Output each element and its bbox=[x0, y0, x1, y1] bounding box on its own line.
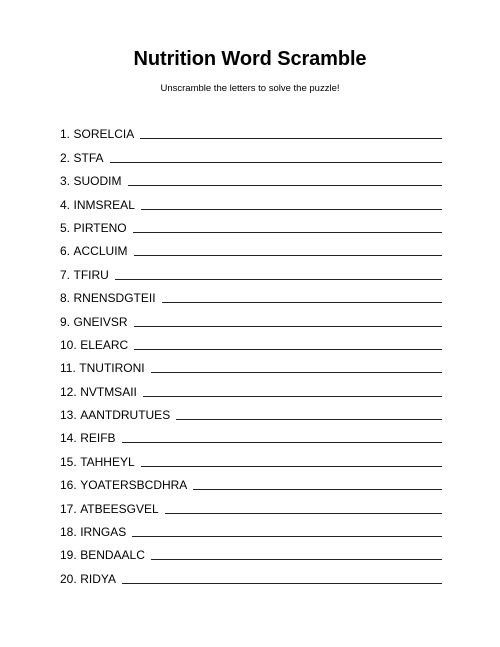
scrambled-word: REIFB bbox=[80, 431, 116, 446]
answer-line bbox=[141, 466, 442, 467]
scrambled-word: PIRTENO bbox=[73, 220, 127, 235]
scrambled-word: TFIRU bbox=[73, 267, 109, 282]
item-number: 4. bbox=[60, 197, 71, 212]
instructions-text: Unscramble the letters to solve the puzzle! bbox=[160, 83, 340, 94]
answer-line bbox=[132, 536, 442, 537]
scramble-item bbox=[60, 539, 442, 562]
item-number: 7. bbox=[60, 267, 71, 282]
item-number: 8. bbox=[60, 291, 71, 306]
scramble-item bbox=[60, 516, 442, 539]
scramble-item bbox=[60, 469, 442, 492]
scrambled-word: YOATERSBCDHRA bbox=[80, 478, 188, 493]
answer-line bbox=[122, 583, 442, 584]
item-number: 2. bbox=[60, 150, 71, 165]
page-title: Nutrition Word Scramble bbox=[133, 48, 367, 70]
scramble-item bbox=[60, 562, 442, 585]
scramble-item bbox=[60, 212, 442, 235]
item-number: 14. bbox=[60, 431, 77, 446]
answer-line bbox=[134, 349, 442, 350]
scrambled-word: AANTDRUTUES bbox=[80, 408, 171, 423]
answer-line bbox=[115, 279, 442, 280]
scrambled-word: BENDAALC bbox=[80, 548, 145, 563]
item-number: 11. bbox=[60, 361, 76, 376]
answer-line bbox=[134, 255, 442, 256]
scrambled-word: ATBEESGVEL bbox=[80, 501, 159, 516]
answer-line bbox=[134, 326, 442, 327]
scramble-item bbox=[60, 235, 442, 258]
answer-line bbox=[151, 559, 442, 560]
item-number: 5. bbox=[60, 220, 71, 235]
answer-line bbox=[133, 232, 442, 233]
scramble-item bbox=[60, 329, 442, 352]
answer-line bbox=[165, 513, 442, 514]
answer-line bbox=[122, 442, 442, 443]
item-number: 10. bbox=[60, 337, 77, 352]
scrambled-word: SUODIM bbox=[73, 174, 122, 189]
item-number: 18. bbox=[60, 525, 77, 540]
scramble-item bbox=[60, 305, 442, 328]
scramble-item bbox=[60, 282, 442, 305]
scrambled-word: RIDYA bbox=[80, 571, 116, 586]
item-number: 3. bbox=[60, 174, 71, 189]
item-number: 19. bbox=[60, 548, 77, 563]
scramble-item bbox=[60, 445, 442, 468]
item-number: 13. bbox=[60, 408, 77, 423]
item-number: 6. bbox=[60, 244, 71, 259]
scrambled-word: ACCLUIM bbox=[73, 244, 128, 259]
scrambled-word: SORELCIA bbox=[73, 127, 135, 142]
scrambled-word: STFA bbox=[73, 150, 104, 165]
answer-line bbox=[151, 372, 442, 373]
answer-line bbox=[176, 419, 442, 420]
item-number: 15. bbox=[60, 454, 77, 469]
item-number: 16. bbox=[60, 478, 77, 493]
answer-line bbox=[128, 185, 442, 186]
scramble-item bbox=[60, 399, 442, 422]
scrambled-word: NVTMSAII bbox=[80, 384, 137, 399]
answer-line bbox=[193, 489, 442, 490]
scramble-item bbox=[60, 141, 442, 164]
scrambled-word: GNEIVSR bbox=[73, 314, 128, 329]
answer-line bbox=[141, 209, 442, 210]
item-number: 20. bbox=[60, 571, 77, 586]
scramble-item bbox=[60, 422, 442, 445]
item-number: 1. bbox=[60, 127, 71, 142]
item-number: 12. bbox=[60, 384, 77, 399]
scrambled-word: TNUTIRONI bbox=[79, 361, 145, 376]
item-number: 9. bbox=[60, 314, 71, 329]
answer-line bbox=[162, 302, 442, 303]
scramble-item bbox=[60, 165, 442, 188]
scramble-item bbox=[60, 352, 442, 375]
scramble-item bbox=[60, 118, 442, 141]
scramble-item bbox=[60, 188, 442, 211]
scrambled-word: RNENSDGTEII bbox=[73, 291, 156, 306]
scrambled-word: TAHHEYL bbox=[80, 454, 135, 469]
scramble-item bbox=[60, 258, 442, 281]
scrambled-word: INMSREAL bbox=[73, 197, 135, 212]
answer-line bbox=[140, 138, 442, 139]
scramble-item bbox=[60, 492, 442, 515]
item-number: 17. bbox=[60, 501, 77, 516]
answer-line bbox=[110, 162, 442, 163]
answer-line bbox=[143, 396, 442, 397]
scramble-list bbox=[60, 118, 442, 586]
scrambled-word: ELEARC bbox=[80, 337, 129, 352]
scrambled-word: IRNGAS bbox=[80, 525, 127, 540]
scramble-item bbox=[60, 375, 442, 398]
